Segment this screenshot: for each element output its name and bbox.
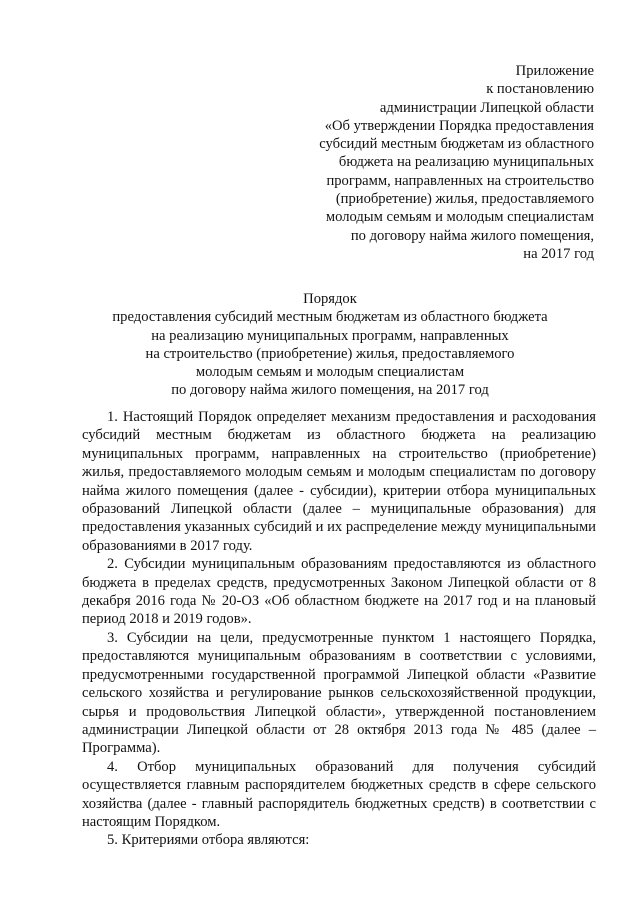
appendix-line: программ, направленных на строительство bbox=[326, 172, 594, 189]
document-body bbox=[82, 408, 596, 850]
title-line: на реализацию муниципальных программ, направленных bbox=[151, 327, 509, 344]
paragraph-3: 3. Субсидии на цели, предусмотренные пунктом 1 настоящего Порядка, предоставляются муниципальным образованиям в соответствии с условиями, предусмотренными государственной программой Липецкой области «Развитие сельского хозяйства и регулирование рынков сельскохозяйственной продукции, сырья и продовольствия Липецкой области», утвержденной постановлением администрации Липецкой области от 28 октября 2013 года № 485 (далее – Программа). bbox=[82, 629, 596, 757]
title-line: Порядок bbox=[303, 291, 357, 307]
title-line: предоставления субсидий местным бюджетам из областного бюджета bbox=[112, 309, 548, 326]
title-line: по договору найма жилого помещения, на 2017 год bbox=[171, 382, 489, 399]
appendix-line: бюджета на реализацию муниципальных bbox=[338, 154, 594, 171]
appendix-header bbox=[294, 62, 594, 263]
appendix-line: к постановлению bbox=[486, 81, 594, 98]
appendix-line: (приобретение) жилья, предоставляемого bbox=[335, 191, 594, 208]
paragraph-2: 2. Субсидии муниципальным образованиям предоставляются из областного бюджета в пределах средств, предусмотренных Законом Липецкой области от 8 декабря 2016 года № 20-ОЗ «Об областном бюджете на 2017 год и на плановый период 2018 и 2019 годов». bbox=[82, 556, 596, 628]
title-line: на строительство (приобретение) жилья, предоставляемого bbox=[145, 345, 515, 362]
paragraph-4: 4. Отбор муниципальных образований для получения субсидий осуществляется главным распорядителем бюджетных средств в сфере сельского хозяйства (далее - главный распорядитель бюджетных средств) в соответствии с настоящим Порядком. bbox=[82, 758, 596, 830]
appendix-line: Приложение bbox=[515, 63, 594, 79]
appendix-line: по договору найма жилого помещения, bbox=[350, 227, 594, 244]
appendix-line: субсидий местным бюджетам из областного bbox=[319, 136, 594, 153]
document-title bbox=[60, 290, 600, 400]
title-line: молодым семьям и молодым специалистам bbox=[195, 364, 465, 381]
appendix-line: молодым семьям и молодым специалистам bbox=[325, 209, 594, 226]
appendix-line: на 2017 год bbox=[523, 245, 594, 262]
appendix-line: «Об утверждении Порядка предоставления bbox=[324, 117, 594, 134]
paragraph-5: 5. Критериями отбора являются: bbox=[107, 832, 310, 849]
appendix-line: администрации Липецкой области bbox=[379, 99, 594, 116]
paragraph-1: 1. Настоящий Порядок определяет механизм предоставления и расходования субсидий местным бюджетам из областного бюджета на реализацию муниципальных программ, направленных на строительство (приобретение) жилья, предоставляемого молодым семьям и молодым специалистам по договору найма жилого помещения (далее - субсидии), критерии отбора муниципальных образований Липецкой области (далее – муниципальные образования) для предоставления указанных субсидий и их распределение между муниципальными образованиями в 2017 году. bbox=[82, 409, 596, 554]
